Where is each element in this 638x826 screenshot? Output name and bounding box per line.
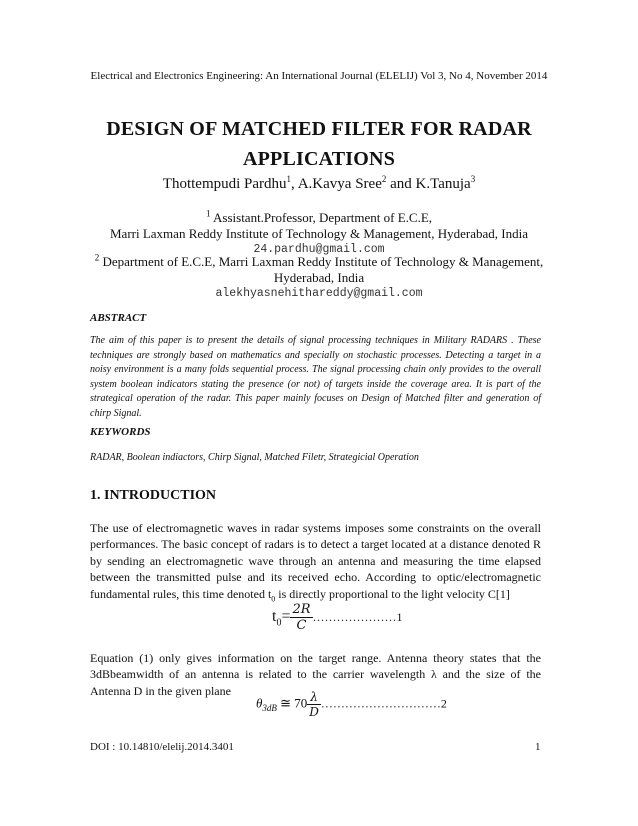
- equation-1-equals: =: [281, 608, 291, 626]
- author-2: , A.Kavya Sree: [291, 176, 382, 192]
- author-3: and K.Tanuja: [386, 176, 471, 192]
- author-1-sup: 1: [286, 174, 292, 184]
- equation-2: [256, 690, 447, 719]
- equation-2-lhs: θ: [256, 695, 263, 711]
- affiliation-1-line-2: Marri Laxman Reddy Institute of Technology & Management, Hyderabad, India: [110, 226, 528, 241]
- equation-2-dots: …………………………2: [320, 696, 447, 711]
- author-3-sup: 3: [470, 174, 476, 184]
- equation-2-sub: 3dB: [262, 703, 277, 714]
- author-1: Thottempudi Pardhu: [162, 176, 287, 192]
- equation-2-numerator: λ: [307, 690, 321, 705]
- section-introduction-heading: 1. INTRODUCTION: [90, 488, 217, 503]
- affiliation-1: [60, 210, 578, 258]
- keywords-heading: KEYWORDS: [90, 426, 151, 438]
- intro-paragraph-1-end: is directly proportional to the light velocity C[1]: [275, 586, 510, 601]
- paper-title: [60, 114, 578, 174]
- intro-paragraph-1-sub: 0: [271, 594, 276, 604]
- abstract-text: The aim of this paper is to present the details of signal processing techniques in Military RADARS . These techniques are strongly based on mathematics and specially on stochastic processes. Detecting a target in a noisy environment is a many folds sequential process. The signal processing chain only provides to the overall system boolean indicators stating the presence (or not) of targets inside the coverage area. It is part of the strategical operation of the radar. This paper mainly focuses on Design of Matched filter and generation of chirp Signal.: [90, 335, 541, 419]
- equation-2-denominator: D: [309, 705, 319, 719]
- affiliation-1-sup: 1: [205, 208, 211, 219]
- footer-doi: DOI : 10.14810/elelij.2014.3401: [90, 741, 234, 753]
- equation-1-lhs-sub: 0: [276, 617, 282, 629]
- equation-2-fraction: [307, 690, 321, 719]
- footer-page-number: 1: [535, 741, 541, 753]
- affiliation-2-line-2: Hyderabad, India: [273, 270, 365, 285]
- equation-1-lhs: t: [272, 608, 277, 626]
- affiliation-2-sup: 2: [94, 252, 100, 263]
- title-line-2: APPLICATIONS: [242, 148, 396, 170]
- equation-1-dots: …………………1: [312, 610, 403, 625]
- affiliation-1-line-1: Assistant.Professor, Department of E.C.E,: [213, 210, 433, 225]
- equation-2-relation: ≅ 70: [276, 695, 308, 711]
- title-line-1: DESIGN OF MATCHED FILTER FOR RADAR: [106, 118, 532, 140]
- journal-header: Electrical and Electronics Engineering: An International Journal (ELELIJ) Vol 3, No 4, November 2014: [90, 70, 548, 82]
- affiliation-2: [60, 254, 578, 302]
- author-1-email: 24.pardhu@gmail.com: [253, 243, 385, 256]
- intro-paragraph-1: [90, 520, 541, 607]
- author-list: [0, 176, 638, 193]
- equation-1-fraction: [290, 602, 312, 633]
- author-2-email: alekhyasnehithareddy@gmail.com: [215, 287, 423, 300]
- intro-paragraph-1-text: The use of electromagnetic waves in radar systems imposes some constraints on the overall performances. The basic concept of radars is to detect a target located at a distance denoted R by sending an electromagnetic wave through an antenna and measuring the time elapsed between the transmitted pulse and its received echo. According to optic/electromagnetic fundamental rules, this time denoted t: [90, 521, 541, 601]
- equation-1-denominator: C: [296, 618, 307, 633]
- affiliation-2-line-1: Department of E.C.E, Marri Laxman Reddy Institute of Technology & Management,: [102, 254, 544, 269]
- keywords-text: RADAR, Boolean indiactors, Chirp Signal, Matched Filetr, Strategicial Operation: [90, 452, 419, 463]
- author-2-sup: 2: [381, 174, 387, 184]
- intro-paragraph-2: Equation (1) only gives information on the target range. Antenna theory states that the 3dBbeamwidth of an antenna is related to the carrier wavelength λ and the size of the Antenna D in the given plane: [90, 651, 541, 698]
- equation-1: [272, 602, 403, 633]
- abstract-heading: ABSTRACT: [90, 312, 147, 324]
- equation-1-numerator: 2R: [292, 602, 311, 617]
